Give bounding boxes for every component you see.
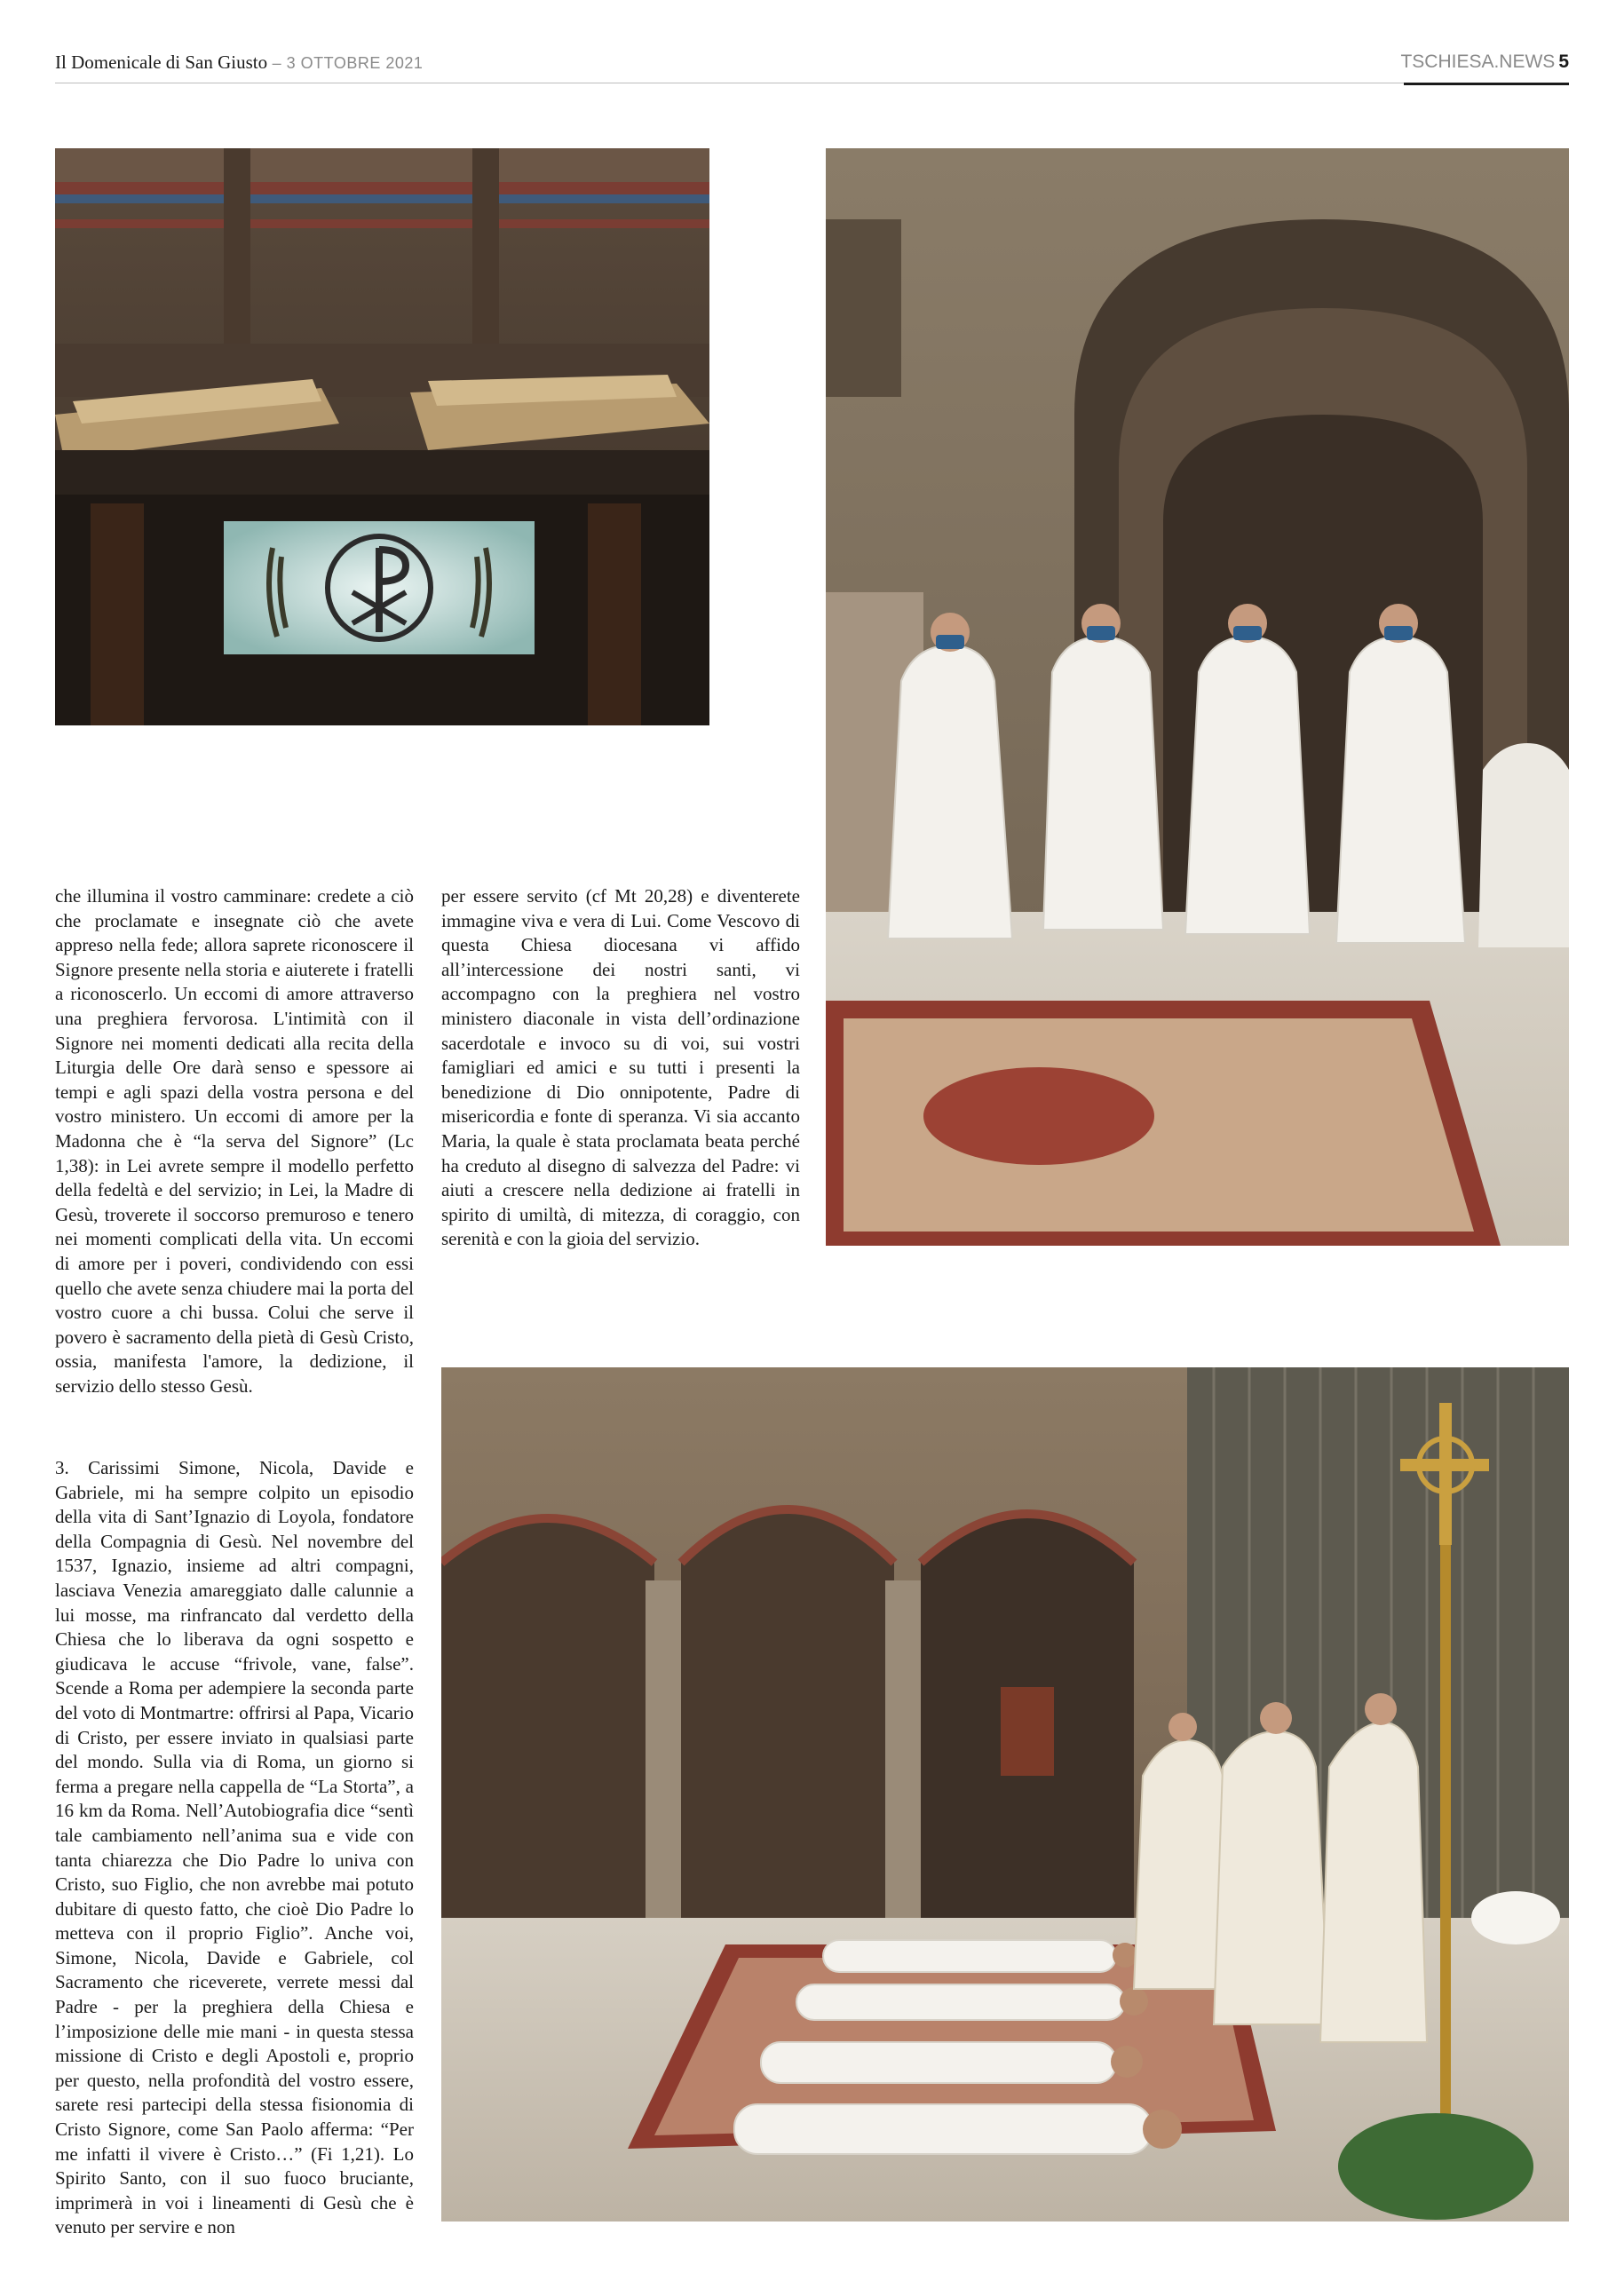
- publication-header: [55, 50, 423, 75]
- article-column-1-top: [55, 884, 414, 1398]
- article-paragraph: per essere servito (cf Mt 20,28) e diventerete immagine viva e vera di Lui. Come Vescovo di questa Chiesa diocesana vi affido all’intercessione dei nostri santi, vi accompagno con la preghiera nel vostro ministero diaconale in vista dell’ordinazione sacerdotale e invoco su di voi, sui vostri famigliari ed amici e su tutti i presenti la benedizione di Dio onnipotente, Padre di misericordia e fonte di speranza. Vi sia accanto Maria, la quale è stata proclamata beata perché ha creduto al disegno di salvezza del Padre: vi aiuti a crescere nella dedizione ai fratelli in spirito di umiltà, di mitezza, di coraggio, con serenità e con la gioia del servizio.: [441, 885, 800, 1250]
- altar-chi-rho-photo: [55, 148, 709, 725]
- article-column-2: [441, 884, 800, 1252]
- prostration-ordination-photo: [441, 1367, 1569, 2222]
- article-column-1-bottom: [55, 1456, 414, 2240]
- site-header: [1400, 50, 1569, 75]
- header-separator: –: [267, 54, 287, 72]
- page-number: 5: [1558, 51, 1569, 72]
- article-paragraph: che illumina il vostro camminare: credete a ciò che proclamate e insegnate ciò che avete appreso nella fede; allora saprete riconoscere il Signore presente nella storia e aiuterete i fratelli a riconoscerlo. Un eccomi di amore attraverso una preghiera fervorosa. L'intimità con il Signore nei momenti dedicati alla recita della Liturgia delle Ore darà senso e spessore ai tempi e agli spazi della vostra persona e del vostro ministero. Un eccomi di amore per la Madonna che è “la serva del Signore” (Lc 1,38): in Lei avrete sempre il modello perfetto della fedeltà e del servizio; in Lei, la Madre di Gesù, troverete il soccorso premuroso e tenero nei momenti complicati della vita. Un eccomi di amore per i poveri, condividendo con essi quello che avete senza chiudere mai la porta del vostro cuore a chi bussa. Colui che serve il povero è sacramento della pietà di Gesù Cristo, ossia, manifesta l'amore, la dedizione, il servizio dello stesso Gesù.: [55, 885, 414, 1397]
- publication-name: Il Domenicale di San Giusto: [55, 51, 268, 73]
- site-name: TSCHIESA.NEWS: [1400, 51, 1556, 72]
- candidates-in-albs-photo: [826, 148, 1569, 1246]
- article-paragraph: 3. Carissimi Simone, Nicola, Davide e Gabriele, mi ha sempre colpito un episodio della vita di Sant’Ignazio di Loyola, fondatore della Compagnia di Gesù. Nel novembre del 1537, Ignazio, insieme ad altri compagni, lasciava Venezia amareggiato dalle calunnie a lui mosse, ma rinfrancato dal verdetto della Chiesa che lo liberava da ogni sospetto e giudicava le accuse “frivole, vane, false”. Scende a Roma per adempiere la seconda parte del voto di Montmartre: offrirsi al Papa, Vicario di Cristo, per essere inviato in qualsiasi parte del mondo. Sulla via di Roma, un giorno si ferma a pregare nella cappella de “La Storta”, a 16 km da Roma. Nell’Autobiografia dice “sentì tale cambiamento nell’anima sua e vide con tanta chiarezza che Dio Padre lo univa con Cristo, suo Figlio, che non avrebbe mai potuto dubitare di questo fatto, che cioè Dio Padre lo metteva con il proprio Figlio”. Anche voi, Simone, Nicola, Davide e Gabriele, col Sacramento che riceverete, verrete messi dal Padre - per la preghiera della Chiesa e l’imposizione delle mie mani - in questa stessa missione di Cristo e degli Apostoli e, proprio per questo, nella profondità del vostro essere, sarete resi partecipi della stessa fisionomia di Cristo Signore, come San Paolo afferma: “Per me infatti il vivere è Cristo…” (Fi 1,21). Lo Spirito Santo, con il suo fuoco bruciante, imprimerà in voi i lineamenti di Gesù che è venuto per servire e non: [55, 1457, 414, 2238]
- issue-date: 3 OTTOBRE 2021: [286, 54, 424, 72]
- header-rule-accent: [1404, 83, 1569, 85]
